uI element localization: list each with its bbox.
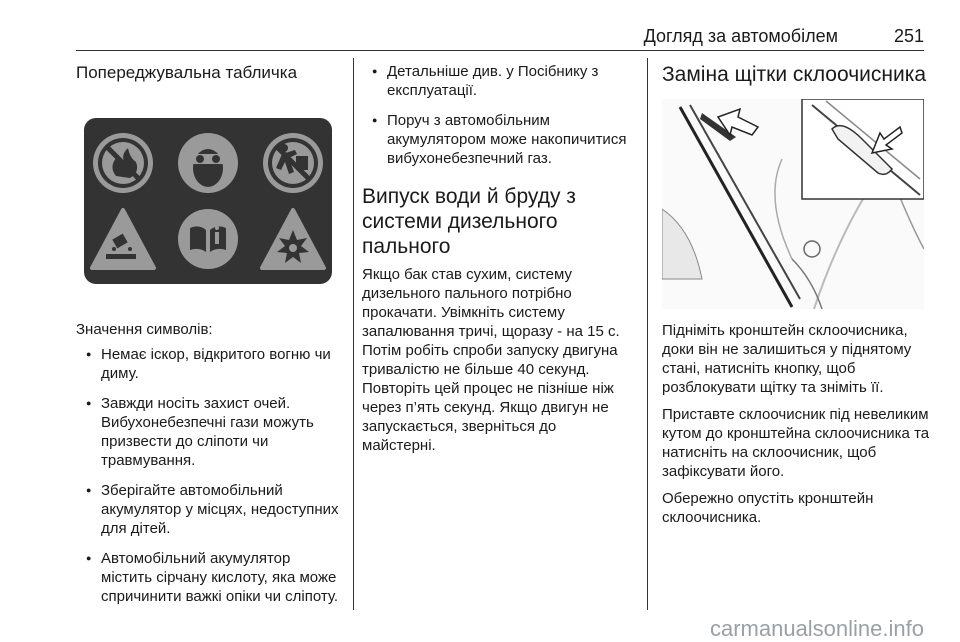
symbols-list — [76, 345, 344, 606]
list-item: ● Немає іскор, відкритого вогню чи диму. — [76, 345, 344, 383]
left-column — [76, 62, 344, 617]
warning-label-heading: Попереджувальна табличка — [76, 63, 298, 82]
battery-notes-list — [362, 62, 632, 168]
list-item: ● Детальніше див. у Посібнику з експлуатації. — [362, 62, 632, 100]
warning-sign-panel — [84, 118, 332, 284]
wiper-step-1: Підніміть кронштейн склоочисника, доки він не залишиться у піднятому стані, натисніть кнопку, щоб розблокувати щітку та зніміть її. — [662, 322, 912, 396]
eye-protection-icon — [178, 133, 238, 193]
right-column — [662, 62, 934, 527]
watermark: carmanualsonline.info — [709, 616, 924, 641]
no-fire-icon — [93, 133, 153, 193]
keep-away-children-icon — [263, 133, 323, 193]
wiper-drawing — [662, 99, 924, 309]
middle-column — [362, 62, 632, 455]
page-number: 251 — [893, 26, 924, 46]
header-rule — [76, 50, 924, 51]
page-header — [76, 26, 924, 50]
wiper-illustration — [662, 99, 924, 309]
wiper-step-3: Обережно опустіть кронштейн склоочисника. — [662, 490, 874, 526]
explosive-icon — [262, 210, 324, 268]
read-manual-icon — [178, 209, 238, 269]
wiper-step-2: Приставте склоочисник під невеликим кутом до кронштейна склоочисника та натисніть на склоочисник, щоб зафіксувати його. — [662, 406, 930, 480]
warning-symbols — [84, 118, 332, 284]
page-footer — [0, 616, 960, 642]
diesel-drain-heading: Випуск води й бруду з системи дизельного пального — [362, 185, 576, 258]
list-item: ● Завжди носіть захист очей. Вибухонебезпечні гази можуть призвести до сліпоти чи травмування. — [76, 394, 344, 470]
corrosive-acid-icon — [92, 210, 154, 268]
symbols-intro: Значення символів: — [76, 321, 213, 338]
diesel-drain-body: Якщо бак став сухим, систему дизельного пального потрібно прокачати. Увімкніть систему запалювання тричі, щоразу - на 15 с. Потім робіть спроби запуску двигуна тривалістю не більше 40 секунд. Повторіть цей процес не пізніше ніж через п’ять секунд. Якщо двигун не запускається, зверніться до майстерні. — [362, 266, 620, 454]
list-item: ● Поруч з автомобільним акумулятором може накопичитися вибухонебезпечний газ. — [362, 111, 632, 168]
section-title: Догляд за автомобілем — [643, 26, 838, 46]
warning-label-figure — [84, 118, 344, 284]
column-divider-left — [353, 58, 354, 610]
list-item: ● Автомобільний акумулятор містить сірчану кислоту, яка може спричинити важкі опіки чи сліпоту. — [76, 549, 344, 606]
list-item: ● Зберігайте автомобільний акумулятор у місцях, недоступних для дітей. — [76, 481, 344, 538]
wiper-replace-heading: Заміна щітки склоочисника — [662, 63, 927, 86]
column-divider-right — [647, 58, 648, 610]
